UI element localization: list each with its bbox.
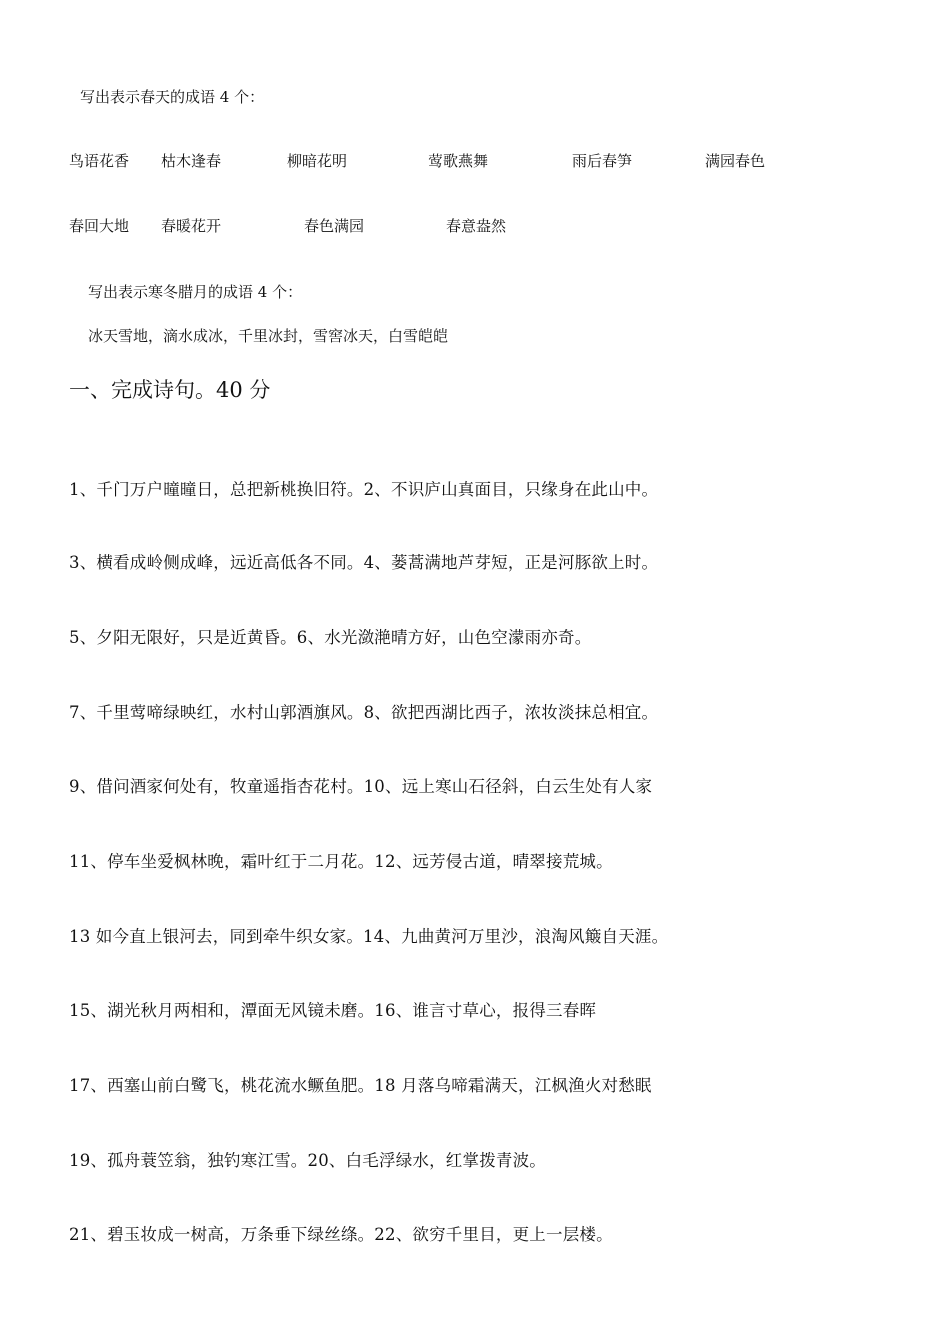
- spring-idiom: 春意盎然: [446, 217, 507, 235]
- spring-idiom: 春回大地: [69, 217, 130, 235]
- spring-idiom: 春色满园: [304, 217, 365, 235]
- poem-line: 21、碧玉妆成一树高，万条垂下绿丝绦。22、欲穷千里目，更上一层楼。: [69, 1225, 613, 1244]
- poem-line: 3、横看成岭侧成峰，远近高低各不同。4、蒌蒿满地芦芽短，正是河豚欲上时。: [69, 553, 659, 572]
- spring-idiom: 雨后春笋: [572, 152, 633, 170]
- poem-line: 13 如今直上银河去，同到牵牛织女家。14、九曲黄河万里沙，浪淘风簸自天涯。: [69, 927, 669, 946]
- poem-line: 1、千门万户曈曈日，总把新桃换旧符。2、不识庐山真面目，只缘身在此山中。: [69, 480, 659, 499]
- poem-line: 17、西塞山前白鹭飞，桃花流水鳜鱼肥。18 月落乌啼霜满天，江枫渔火对愁眠: [69, 1076, 652, 1095]
- winter-idioms-answer: 冰天雪地，滴水成冰，千里冰封，雪窖冰天，白雪皑皑: [88, 327, 449, 345]
- poem-line: 11、停车坐爱枫林晚，霜叶红于二月花。12、远芳侵古道，晴翠接荒城。: [69, 852, 613, 871]
- spring-idioms-prompt: 写出表示春天的成语 4 个：: [80, 88, 265, 106]
- spring-idiom: 鸟语花香: [69, 152, 130, 170]
- poem-line: 7、千里莺啼绿映红，水村山郭酒旗风。8、欲把西湖比西子，浓妆淡抹总相宜。: [69, 703, 659, 722]
- spring-idiom: 莺歌燕舞: [428, 152, 489, 170]
- poem-line: 15、湖光秋月两相和，潭面无风镜未磨。16、谁言寸草心，报得三春晖: [69, 1001, 597, 1020]
- poem-line: 19、孤舟蓑笠翁，独钓寒江雪。20、白毛浮绿水，红掌拨青波。: [69, 1151, 546, 1170]
- section-heading: 一、完成诗句。40 分: [69, 378, 271, 402]
- spring-idiom: 满园春色: [705, 152, 766, 170]
- poem-line: 5、夕阳无限好，只是近黄昏。6、水光潋滟晴方好，山色空濛雨亦奇。: [69, 628, 592, 647]
- spring-idiom: 柳暗花明: [287, 152, 348, 170]
- winter-idioms-prompt: 写出表示寒冬腊月的成语 4 个：: [88, 283, 303, 301]
- spring-idiom: 枯木逢春: [161, 152, 222, 170]
- spring-idiom: 春暖花开: [161, 217, 222, 235]
- poem-line: 9、借问酒家何处有，牧童遥指杏花村。10、远上寒山石径斜，白云生处有人家: [69, 777, 653, 796]
